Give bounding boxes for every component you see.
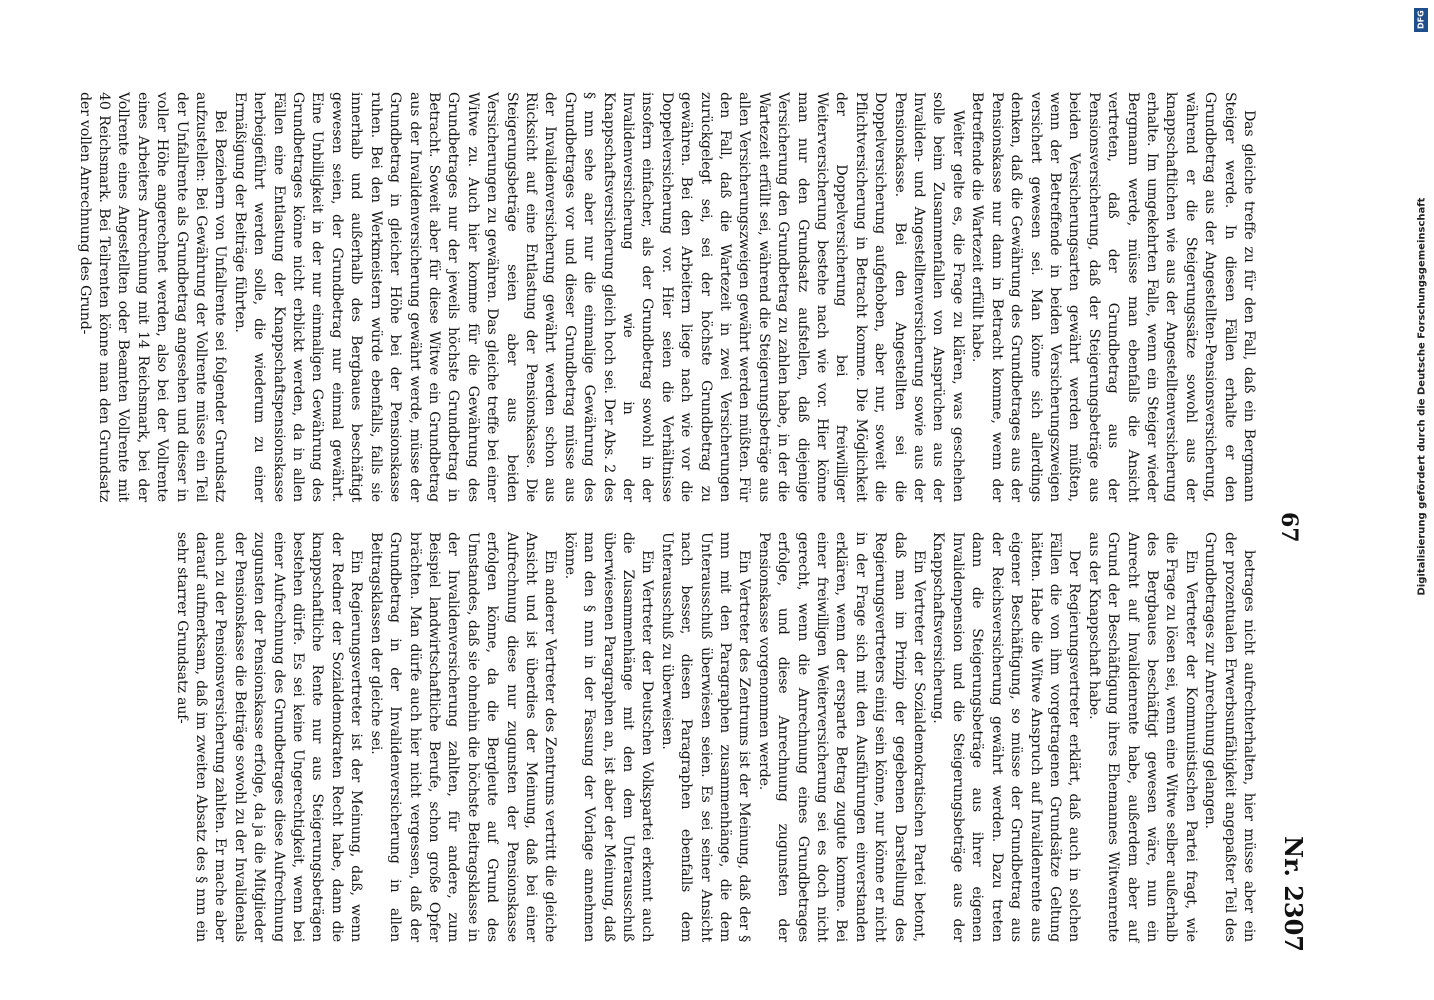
digitization-credit: Digitalisierung gefördert durch die Deutsche Forschungsgemeinschaft <box>1416 197 1428 596</box>
paragraph: Ein Vertreter der Deutschen Volkspartei erkennt auch die Zusammenhänge mit den dem Unterausschuß überwiesenen Paragraphen an, ist aber der Meinung, daß man den § nnn in der Fassung der Vorlage annehmen könne. <box>561 532 656 942</box>
document-number: Nr. 2307 <box>1279 836 1308 952</box>
paragraph: Ein Vertreter der Sozialdemokratischen Partei betont, daß man im Prinzip der gegebenen Darstellung des Regierungsvertreters einig sein könne, nur könne er nicht in der Frage sich mit den Ausführungen einverstanden erklären, wenn der ersparte Betrag zugute komme. Bei einer freiwilligen Weiterversicherung sei es doch nicht gerecht, wenn die Anrechnung eines Grundbetrages erfolge, und diese Anrechnung zugunsten der Pensionskasse vorgenommen werde. <box>755 532 928 942</box>
scanned-page <box>76 82 1330 962</box>
paragraph: Weiter gelte es, die Frage zu klären, was geschehen solle beim Zusammenfallen von Ansprüchen aus der Invaliden- und Angestelltenversicherung sowie aus der Pensionskasse. Bei den Angestellten sei die Doppelversicherung aufgehoben, aber nur, soweit die Pflichtversicherung in Betracht komme. Die Möglichkeit der Doppelversicherung bei freiwilliger Weiterversicherung bestehe nach wie vor. Hier könne man nur den Grundsatz aufstellen, daß diejenige Versicherung den Grundbetrag zu zahlen habe, in der die Wartezeit erfüllt sei, während die Steigerungsbeträge aus allen Versicherungszweigen gewährt werden müßten. Für den Fall, daß die Wartezeit in zwei Versicherungen zurückgelegt sei, sei der höchste Grundbetrag zu gewähren. Bei den Arbeitern liege nach wie vor die Doppelversicherung vor. Hier seien die Verhältnisse insofern einfacher, als der Grundbetrag sowohl in der Invalidenversicherung wie in der Knappschaftsversicherung gleich hoch sei. Der Abs. 2 des § nnn sehe aber nur die einmalige Gewährung des Grundbetrages vor und dieser Grundbetrag müsse aus der Invalidenversicherung gewährt werden schon aus Rücksicht auf eine Entlastung der Pensionskasse. Die Steigerungsbeträge seien aber aus beiden Versicherungen zu gewähren. Das gleiche treffe bei einer Witwe zu. Auch hier komme für die Gewährung des Grundbetrages nur der jeweils höchste Grundbetrag in Betracht. Soweit aber für diese Witwe ein Grundbetrag aus der Invalidenversicherung gewährt werde, müsse der Grundbetrag in gleicher Höhe bei der Pensionskasse ruhen. Bei den Werkmeistern würde ebenfalls, falls sie innerhalb und außerhalb des Bergbaues beschäftigt gewesen seien, der Grundbetrag nur einmal gewährt. Eine Unbilligkeit in der nur einmaligen Gewährung des Grundbetrages könne nicht erblickt werden, da in allen Fällen eine Entlastung der Knappschaftspensionskasse herbeigeführt werden solle, die wiederum zu einer Ermäßigung der Beiträge führten. <box>231 92 966 502</box>
paragraph: Der Regierungsvertreter erklärt, daß auch in solchen Fällen die von ihm vorgetragenen Grundsätze Geltung hätten. Habe die Witwe Anspruch auf Invalidenrente aus eigener Beschäftigung, so müsse der Grundbetrag aus der Reichsversicherung gewährt werden. Dazu treten dann die Steigerungsbeträge aus ihrer eigenen Invalidenpension und die Steigerungsbeträge aus der Knappschaftsversicherung. <box>930 532 1083 942</box>
paragraph: Ein Vertreter des Zentrums ist der Meinung, daß der § nnn mit den Paragraphen zusammenhänge, die dem Unterausschuß überwiesen seien. Es sei seiner Ansicht nach besser, diesen Paragraphen ebenfalls dem Unterausschuß zu überweisen. <box>658 532 753 942</box>
paragraph: Bei Beziehern von Unfallrente sei folgender Grundsatz aufzustellen: Bei Gewährung der Vollrente müsse ein Teil der Unfallrente als Grundbetrag angesehen und dieser in voller Höhe angerechnet werden, also bei der Vollrente eines Arbeiters Anrechnung mit 14 Reichsmark, bei der Vollrente eines Angestellten oder Beamten Vollrente mit 40 Reichsmark. Bei Teilrenten könne man den Grundsatz der vollen Anrechnung des Grund- <box>76 92 229 502</box>
paragraph: Ein Vertreter der Kommunistischen Partei fragt, wie die Frage zu lösen sei, wenn eine Witwe selber außerhalb des Bergbaues beschäftigt gewesen wäre, nun ein Anrecht auf Invalidenrente habe, außerdem aber auf Grund der Beschäftigung ihres Ehemannes Witwenrente aus der Knappschaft habe. <box>1085 532 1199 942</box>
left-column <box>76 92 1258 502</box>
paragraph: Das gleiche treffe zu für den Fall, daß ein Bergmann Steiger werde. In diesen Fällen erhalte er den Grundbetrag aus der Angestellten-Pensionsversicherung, während er die Steigerungssätze sowohl aus der knappschaftlichen wie aus der Angestelltenversicherung erhalte. Im umgekehrten Falle, wenn ein Steiger wieder Bergmann werde, müsse man ebenfalls die Ansicht vertreten, daß der Grundbetrag aus der Pensionsversicherung, daß der Steigerungsbeträge aus beiden Versicherungsarten gewährt werden müßten, wenn der Betreffende in beiden Versicherungszweigen versichert gewesen sei. Man könne sich allerdings denken, daß die Gewährung des Grundbetrages aus der Pensionskasse nur dann in Betracht komme, wenn der Betreffende die Wartezeit erfüllt habe. <box>969 92 1257 502</box>
digitization-credit-bar <box>1412 0 1430 1000</box>
rotated-page-content <box>76 92 1310 952</box>
page-header <box>1270 92 1310 952</box>
paragraph: Ein Regierungsvertreter ist der Meinung, daß, wenn der Redner der Sozialdemokraten Recht habe, dann die knappschaftliche Rente nur aus Steigerungsbeträgen bestehen dürfe. Es sei keine Ungerechtigkeit, wenn bei einer Aufrechnung des Grundbetrages diese Aufrechnung zugunsten der Pensionskasse erfolge, da ja die Mitglieder der Pensionskasse die Beiträge sowohl zu der Invalidenals auch zu der Pensionsversicherung zahlten. Er mache aber darauf aufmerksam, daß im zweiten Absatz des § nnn ein sehr starrer Grundsatz auf- <box>173 532 365 942</box>
right-column <box>148 532 1258 942</box>
dfg-logo: DFG <box>1414 8 1428 32</box>
paragraph: Ein anderer Vertreter des Zentrums vertritt die gleiche Ansicht und ist überdies der Meinung, daß bei einer Aufrechnung diese nur zugunsten der Pensionskasse erfolgen könne, da die Bergleute auf Grund des Umstandes, daß sie ohnehin die höchste Beitragsklasse in der Invalidenversicherung zahlten, für andere, zum Beispiel landwirtschaftliche Berufe, schon große Opfer brächten. Man dürfe auch hier nicht vergessen, daß der Grundbetrag in der Invalidenversicherung in allen Beitragsklassen der gleiche sei. <box>367 532 559 942</box>
paragraph: betrages nicht aufrechterhalten, hier müsse aber ein der prozentualen Erwerbsunfähigkeit angepaßter Teil des Grundbetrages zur Anrechnung gelangen. <box>1202 532 1257 942</box>
page-number: 67 <box>1276 512 1302 543</box>
